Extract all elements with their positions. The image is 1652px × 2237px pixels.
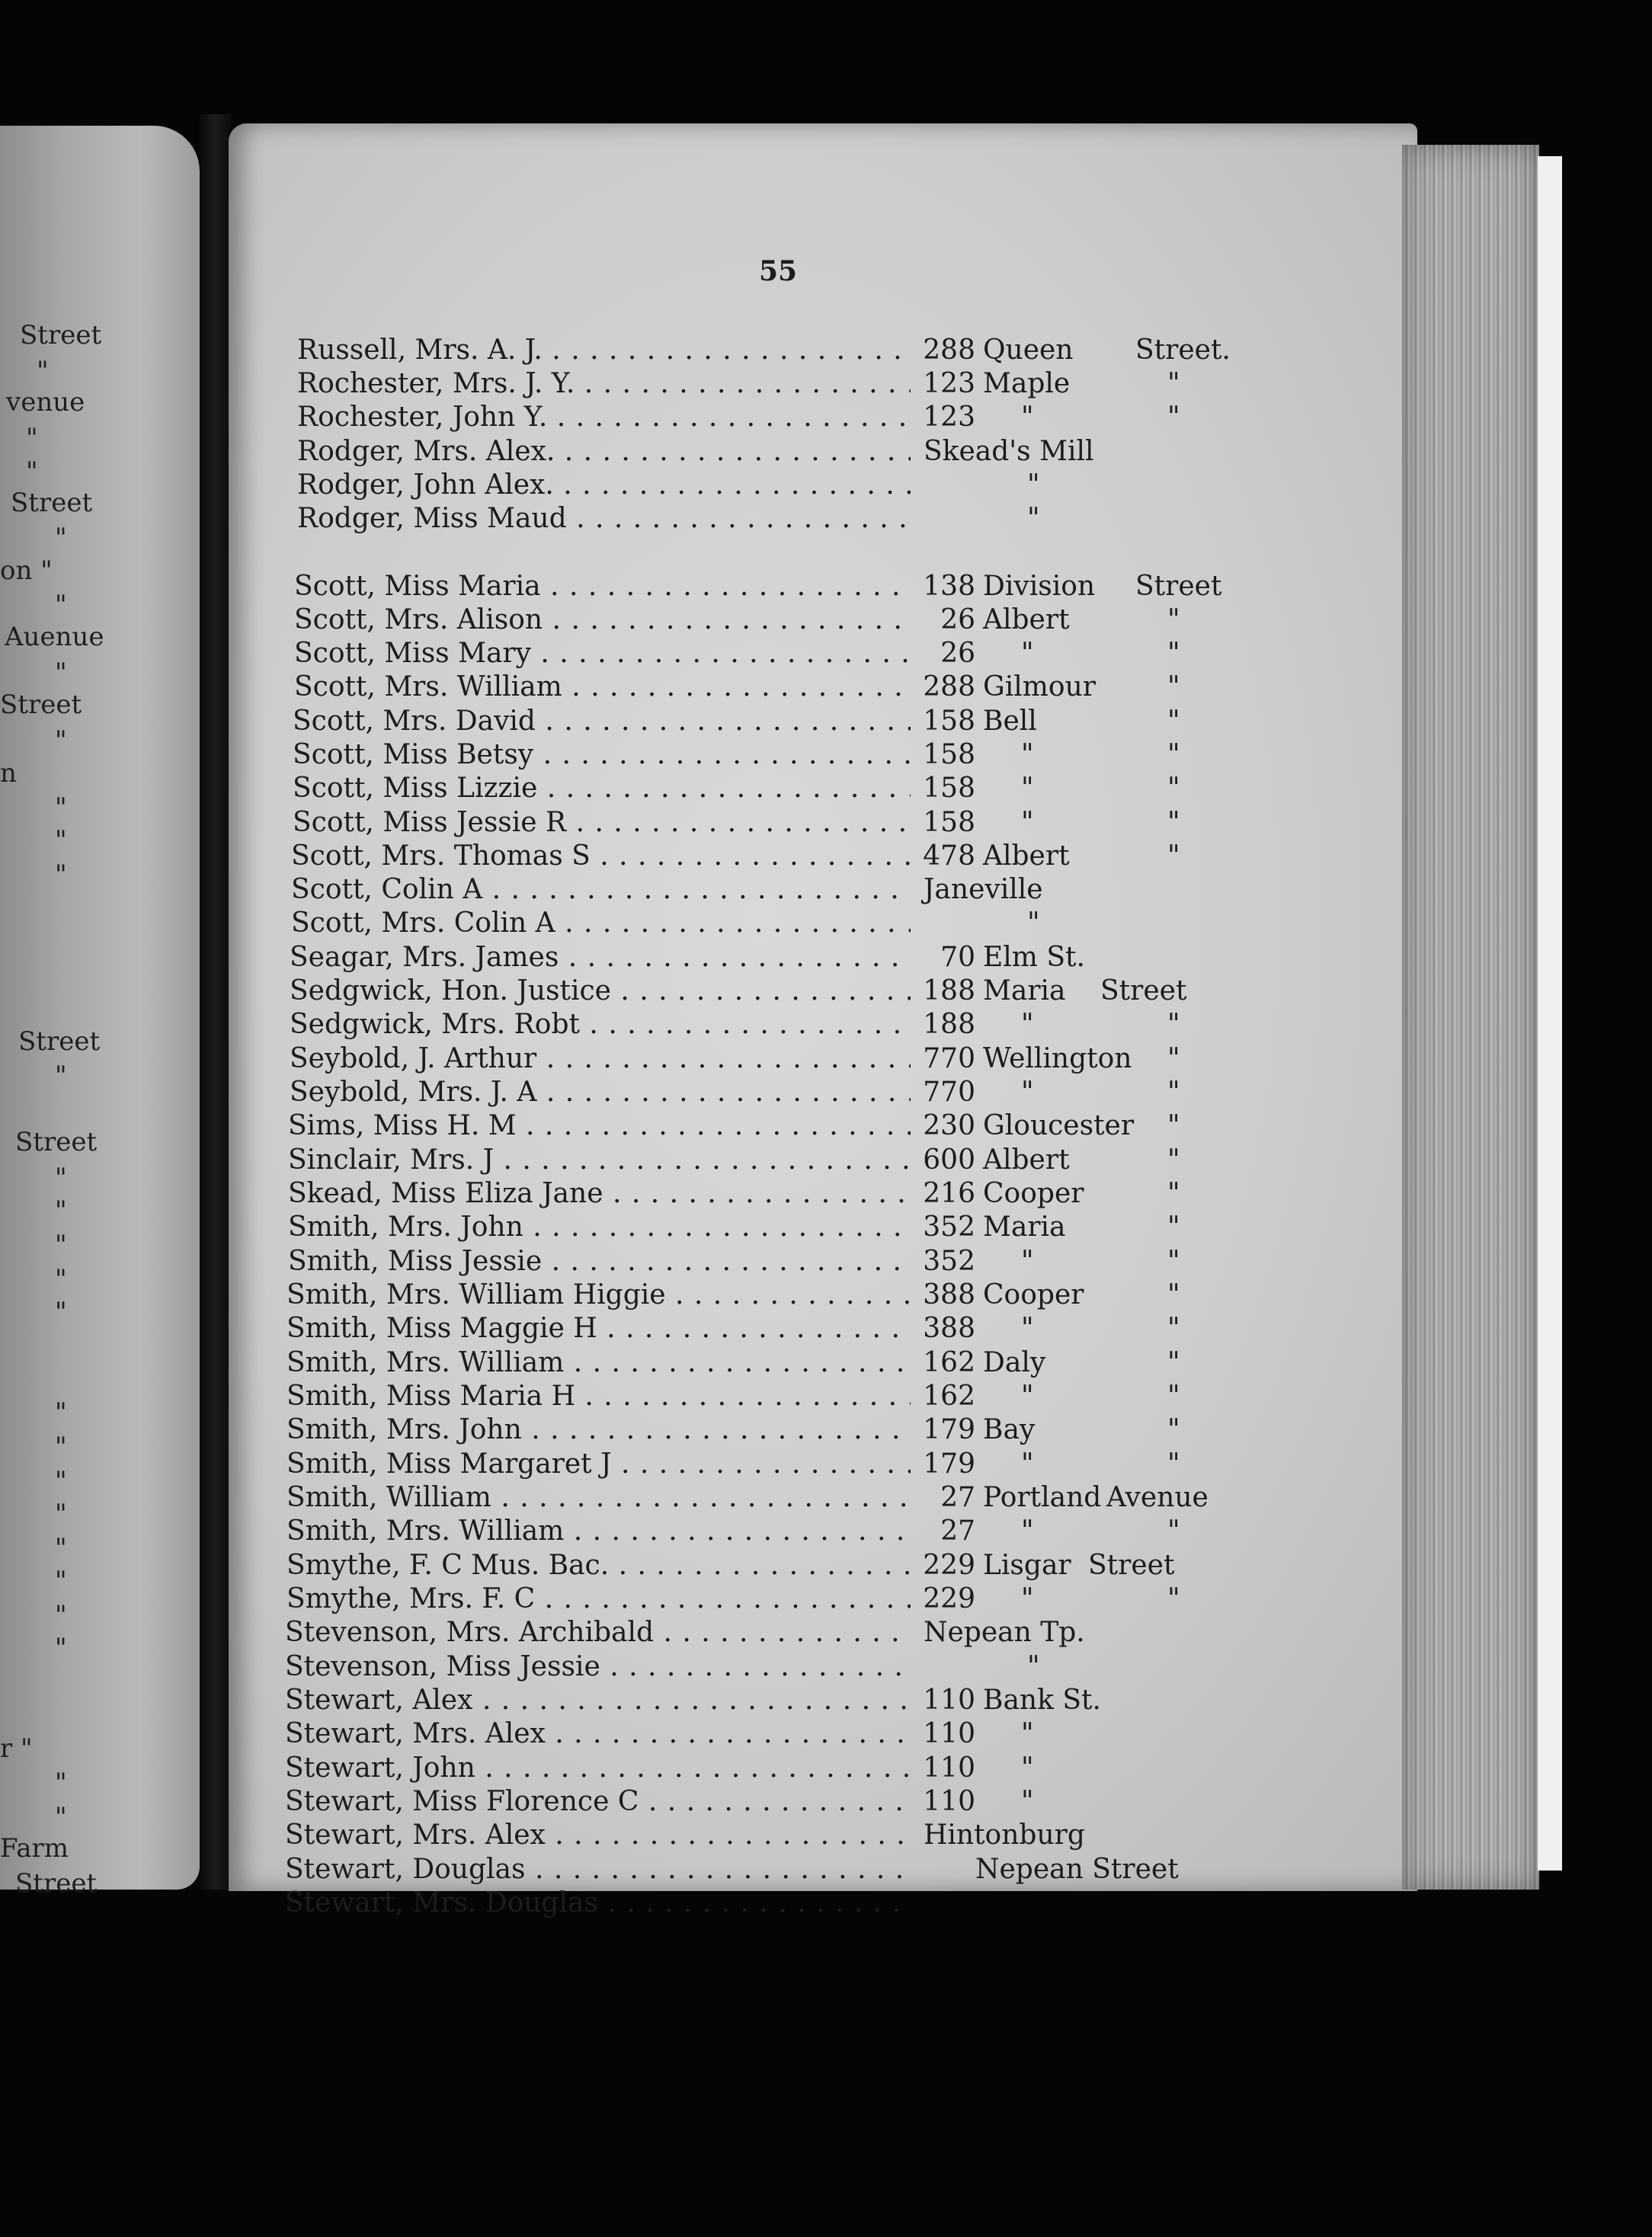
directory-entry	[0, 1650, 1652, 1684]
directory-entry	[0, 1549, 1652, 1583]
entry-name: Smith, Mrs. William Higgie . . .	[287, 1279, 911, 1312]
page-number: 55	[759, 255, 798, 287]
entry-house-number: 179	[923, 1414, 975, 1445]
left-page-fragment: "	[55, 1397, 67, 1428]
directory-entry	[0, 1177, 1652, 1211]
entry-street-type: "	[1167, 1009, 1180, 1040]
directory-entry	[0, 873, 1652, 907]
entry-street-type: "	[1167, 1043, 1180, 1074]
entry-street: "	[1021, 1718, 1034, 1749]
entry-name: Smith, Miss Maggie H . . .	[287, 1312, 911, 1346]
directory-entry	[0, 670, 1652, 704]
directory-entry	[0, 1413, 1652, 1447]
entry-street: Maple	[983, 368, 1071, 399]
directory-entry	[0, 603, 1652, 637]
entry-house-number: 352	[923, 1246, 975, 1277]
entry-house-number: 158	[923, 706, 975, 737]
entry-street: Queen	[983, 334, 1074, 366]
entry-name: Seybold, Mrs. J. A . . .	[290, 1076, 911, 1109]
entry-house-number: 110	[923, 1786, 975, 1817]
entry-name: Smith, Miss Jessie . . .	[288, 1245, 911, 1279]
entry-name: Smith, Miss Maria H . . .	[287, 1380, 911, 1413]
entry-name: Rodger, John Alex. . . .	[297, 469, 911, 502]
entry-house-number: 770	[923, 1077, 975, 1108]
entry-street-type: "	[1167, 1515, 1180, 1547]
entry-street: "	[1021, 1448, 1034, 1480]
left-page-fragment: Street	[20, 320, 102, 350]
entry-street: "	[1027, 503, 1040, 534]
directory-entry	[0, 738, 1652, 772]
entry-street-type: "	[1167, 773, 1180, 804]
entry-name: Stewart, Mrs. Alex . . .	[285, 1819, 911, 1852]
entry-house-number: 26	[940, 604, 975, 635]
entry-street-type: "	[1167, 1144, 1180, 1176]
entry-house-number: 230	[923, 1110, 975, 1141]
entry-street-type: "	[1167, 1178, 1180, 1209]
entry-street: "	[1021, 1009, 1034, 1040]
left-page-fragment: "	[55, 725, 67, 756]
entry-street-type: "	[1167, 1414, 1180, 1445]
directory-entry	[0, 772, 1652, 805]
directory-entry	[0, 1109, 1652, 1143]
entry-name: Sinclair, Mrs. J . . .	[288, 1144, 911, 1177]
entry-name: Scott, Mrs. William . . .	[294, 670, 911, 704]
entry-name: Sedgwick, Mrs. Robt . . .	[290, 1008, 911, 1042]
entry-street-type: "	[1167, 1211, 1180, 1243]
directory-entry	[0, 1752, 1652, 1785]
left-page-fragment: "	[55, 1195, 67, 1226]
entry-name: Smith, Mrs. William . . .	[287, 1346, 911, 1380]
directory-entry	[0, 1819, 1652, 1852]
entry-street: "	[1021, 1313, 1034, 1344]
entry-house-number: 388	[923, 1279, 975, 1311]
directory-entry	[0, 907, 1652, 940]
entry-name: Smith, Mrs. John . . .	[288, 1211, 911, 1244]
left-page-fragment: "	[55, 1566, 67, 1596]
entry-name: Scott, Mrs. Thomas S . . .	[291, 840, 911, 873]
entry-name: Scott, Mrs. David . . .	[293, 705, 911, 738]
entry-name: Rodger, Miss Maud . . .	[297, 502, 911, 536]
entry-street: Wellington	[983, 1043, 1132, 1074]
left-page-fragment: n	[0, 758, 17, 789]
left-page-fragment: "	[55, 825, 67, 856]
entry-house-number: 110	[923, 1685, 975, 1716]
entry-street-type: "	[1167, 1246, 1180, 1277]
entry-name: Sedgwick, Hon. Justice . . .	[290, 974, 911, 1008]
left-page-fragment: Street	[15, 1127, 98, 1157]
left-page-fragment: Street	[18, 1026, 101, 1057]
entry-name: Stewart, Mrs. Douglas . . .	[285, 1887, 911, 1920]
left-page-fragment: "	[55, 1499, 67, 1529]
entry-house-number: 110	[923, 1752, 975, 1784]
entry-name: Scott, Miss Jessie R . . .	[293, 806, 911, 840]
directory-entry	[0, 1346, 1652, 1380]
entry-house-number: 162	[923, 1347, 975, 1378]
entry-name: Smith, Miss Margaret J . . .	[287, 1448, 911, 1481]
directory-entry	[0, 469, 1652, 502]
directory-entry	[0, 1515, 1652, 1548]
directory-entry	[0, 974, 1652, 1008]
left-page-fragment: "	[37, 356, 49, 386]
directory-entry	[0, 941, 1652, 974]
left-page-fragment: "	[55, 1432, 67, 1462]
entry-house-number: 138	[923, 571, 975, 602]
entry-house-number: 158	[923, 807, 975, 838]
left-page-fragment: "	[55, 1600, 67, 1631]
left-page-fragment: "	[55, 1466, 67, 1496]
left-page-fragment: "	[55, 1264, 67, 1295]
entry-street-type: "	[1167, 638, 1180, 669]
entry-street: Bell	[983, 706, 1037, 737]
entry-house-number: 158	[923, 739, 975, 770]
entry-house-number: 600	[923, 1144, 975, 1176]
left-page-fragment: "	[55, 523, 67, 553]
entry-name: Scott, Mrs. Alison . . .	[294, 603, 911, 637]
entry-street: "	[1021, 773, 1034, 804]
directory-entry	[0, 1785, 1652, 1819]
entry-street: Albert	[983, 1144, 1070, 1176]
entry-street-type: "	[1167, 1583, 1180, 1615]
entry-name: Smythe, F. C Mus. Bac. . . .	[287, 1549, 911, 1583]
entry-name: Stevenson, Mrs. Archibald . . .	[285, 1616, 911, 1650]
directory-entry	[0, 1245, 1652, 1279]
directory-entry	[0, 840, 1652, 873]
entry-street: Cooper	[983, 1279, 1084, 1311]
entry-street-type: "	[1167, 1279, 1180, 1311]
left-page-fragment: "	[55, 859, 67, 890]
directory-entry	[0, 1583, 1652, 1616]
entry-street-type: "	[1167, 1381, 1180, 1412]
entry-name: Russell, Mrs. A. J. . . .	[297, 334, 911, 367]
directory-entry	[0, 367, 1652, 401]
entry-name: Rochester, Mrs. J. Y. . . .	[297, 367, 911, 401]
directory-entry	[0, 435, 1652, 469]
entry-name: Smith, Mrs. William . . .	[287, 1515, 911, 1548]
entry-house-number: 70	[940, 942, 975, 973]
entry-house-number: 123	[923, 402, 975, 433]
entry-house-number: 352	[923, 1211, 975, 1243]
entry-street-type: "	[1167, 402, 1180, 433]
directory-entry	[0, 1684, 1652, 1717]
entry-street: "	[1021, 807, 1034, 838]
left-page-fragment: "	[55, 792, 67, 823]
entry-street-type: Street.	[1135, 334, 1231, 366]
entry-name: Scott, Miss Maria . . .	[294, 570, 911, 603]
entry-name: Skead, Miss Eliza Jane . . .	[288, 1177, 911, 1211]
entry-street-type: "	[1167, 671, 1180, 702]
entry-house-number: 162	[923, 1381, 975, 1412]
entry-street-type: Street	[1100, 975, 1187, 1006]
entry-street: "	[1027, 469, 1040, 501]
entry-name: Seagar, Mrs. James . . .	[290, 941, 911, 974]
entry-street-type: "	[1167, 1448, 1180, 1480]
directory-entry	[0, 1481, 1652, 1515]
entry-house-number: 27	[940, 1482, 975, 1513]
entry-name: Rodger, Mrs. Alex. . . .	[297, 435, 911, 469]
left-page-fragment: "	[55, 590, 67, 620]
directory-entry	[0, 502, 1652, 536]
entry-house-number: 26	[940, 638, 975, 669]
entry-street: "	[1021, 1381, 1034, 1412]
entry-street: Maria	[983, 975, 1066, 1006]
entry-street: Lisgar	[983, 1550, 1071, 1581]
entry-street: "	[1021, 1786, 1034, 1817]
entry-street: Division	[983, 571, 1096, 602]
directory-entry	[0, 401, 1652, 434]
entry-house-number: 770	[923, 1043, 975, 1074]
entry-street-type: Street	[1088, 1550, 1175, 1581]
entry-street: "	[1027, 907, 1040, 939]
entry-name: Stewart, John . . .	[285, 1752, 911, 1785]
left-page-fragment: venue	[6, 387, 85, 418]
entry-name: Scott, Miss Mary . . .	[294, 637, 911, 670]
left-page-fragment: "	[55, 658, 67, 688]
entry-street: "	[1021, 1583, 1034, 1615]
entry-name: Sims, Miss H. M . . .	[288, 1109, 911, 1143]
left-page-fragment: "	[55, 1061, 67, 1091]
directory-entry	[0, 1008, 1652, 1042]
entry-name: Stewart, Alex . . .	[285, 1684, 911, 1717]
directory-entry	[0, 637, 1652, 670]
entry-house-number: 188	[923, 975, 975, 1006]
left-page-fragment: "	[55, 1533, 67, 1563]
entry-street: Albert	[983, 840, 1070, 872]
entry-house-number: 27	[940, 1515, 975, 1547]
left-page-fragment: "	[55, 1230, 67, 1260]
directory-entry	[0, 1279, 1652, 1312]
entry-street: Maria	[983, 1211, 1066, 1243]
entry-street-type: "	[1167, 739, 1180, 770]
entry-house-number: 229	[923, 1583, 975, 1615]
entry-name: Scott, Miss Lizzie . . .	[293, 772, 911, 805]
directory-entry	[0, 705, 1652, 738]
left-page-fragment: Street	[11, 488, 93, 518]
entry-street-type: Avenue	[1106, 1482, 1209, 1513]
directory-entry	[0, 334, 1652, 367]
entry-street: Gloucester	[983, 1110, 1135, 1141]
entry-street: Nepean Street	[975, 1854, 1179, 1885]
entry-street-type: "	[1167, 840, 1180, 872]
entry-name: Scott, Miss Betsy . . .	[293, 738, 911, 772]
directory-entry	[0, 1380, 1652, 1413]
entry-street: Cooper	[983, 1178, 1084, 1209]
left-page-fragment: on "	[0, 555, 53, 586]
directory-entry	[0, 1717, 1652, 1751]
entry-name: Smith, William . . .	[287, 1481, 911, 1515]
left-page-fragment: Street	[15, 1868, 98, 1899]
entry-street: Portland	[983, 1482, 1102, 1513]
entry-house-number: 388	[923, 1313, 975, 1344]
entry-name: Stevenson, Miss Jessie . . .	[285, 1650, 911, 1684]
directory-entry	[0, 570, 1652, 603]
entry-street-type: "	[1167, 604, 1180, 635]
entry-street-type: "	[1167, 1077, 1180, 1108]
directory-entry	[0, 1853, 1652, 1887]
entry-street: Daly	[983, 1347, 1046, 1378]
entry-house-number: 179	[923, 1448, 975, 1480]
entry-street: Skead's Mill	[924, 436, 1094, 467]
entry-street: "	[1021, 1515, 1034, 1547]
entry-house-number: 478	[923, 840, 975, 872]
directory-entry	[0, 1448, 1652, 1481]
entry-street: Hintonburg	[924, 1819, 1085, 1851]
entry-street: "	[1021, 739, 1034, 770]
entry-name: Rochester, John Y. . . .	[297, 401, 911, 434]
left-page-fragment: "	[55, 1633, 67, 1663]
entry-street: Albert	[983, 604, 1070, 635]
directory-entry	[0, 1312, 1652, 1346]
left-page-fragment: "	[26, 423, 38, 453]
left-page-fragment: "	[55, 1163, 67, 1193]
entry-name: Smith, Mrs. John . . .	[287, 1413, 911, 1447]
entry-name: Scott, Colin A . . .	[291, 873, 911, 907]
entry-house-number: 188	[923, 1009, 975, 1040]
entry-street: Nepean Tp.	[924, 1617, 1085, 1648]
entry-street: "	[1021, 1077, 1034, 1108]
left-page-fragment: "	[26, 456, 38, 487]
entry-name: Stewart, Mrs. Alex . . .	[285, 1717, 911, 1751]
directory-entry	[0, 806, 1652, 840]
entry-name: Seybold, J. Arthur . . .	[290, 1042, 911, 1076]
directory-entry	[0, 1076, 1652, 1109]
entry-street-type: "	[1167, 368, 1180, 399]
entry-house-number: 288	[923, 671, 975, 702]
entry-street: Elm St.	[983, 942, 1085, 973]
entry-house-number: 216	[923, 1178, 975, 1209]
entry-street: "	[1021, 1246, 1034, 1277]
directory-entry	[0, 1042, 1652, 1076]
entry-street: Bank St.	[983, 1685, 1101, 1716]
entry-house-number: 229	[923, 1550, 975, 1581]
entry-street-type: Street	[1135, 571, 1222, 602]
entry-street: "	[1021, 402, 1034, 433]
entry-street: "	[1027, 1651, 1040, 1682]
entry-name: Stewart, Miss Florence C . . .	[285, 1785, 911, 1819]
directory-entry	[0, 1211, 1652, 1244]
directory-entry	[0, 1887, 1652, 1920]
left-page-fragment: "	[55, 1802, 67, 1832]
entry-street-type: "	[1167, 1313, 1180, 1344]
entry-street: "	[1021, 638, 1034, 669]
entry-name: Smythe, Mrs. F. C . . .	[287, 1583, 911, 1616]
entry-house-number: 158	[923, 773, 975, 804]
left-page-fragment: r "	[0, 1733, 33, 1764]
entry-street: Bay	[983, 1414, 1036, 1445]
left-page-fragment: Farm	[0, 1833, 69, 1864]
entry-street-type: "	[1167, 1347, 1180, 1378]
left-page-fragment: Street	[0, 690, 82, 720]
entry-street: "	[1021, 1752, 1034, 1784]
entry-street-type: "	[1167, 706, 1180, 737]
entry-street: Janeville	[924, 874, 1043, 905]
left-page-fragment: Auenue	[5, 622, 104, 652]
left-page-fragment: "	[55, 1297, 67, 1327]
entry-house-number: 288	[923, 334, 975, 366]
entry-street-type: "	[1167, 1110, 1180, 1141]
directory-entry	[0, 1144, 1652, 1177]
entry-house-number: 123	[923, 368, 975, 399]
entry-name: Stewart, Douglas . . .	[285, 1853, 911, 1887]
entry-street: Gilmour	[983, 671, 1096, 702]
entry-name: Scott, Mrs. Colin A . . .	[291, 907, 911, 940]
left-page-fragment: "	[55, 1768, 67, 1798]
directory-entry	[0, 1616, 1652, 1650]
entry-street-type: "	[1167, 807, 1180, 838]
entry-house-number: 110	[923, 1718, 975, 1749]
